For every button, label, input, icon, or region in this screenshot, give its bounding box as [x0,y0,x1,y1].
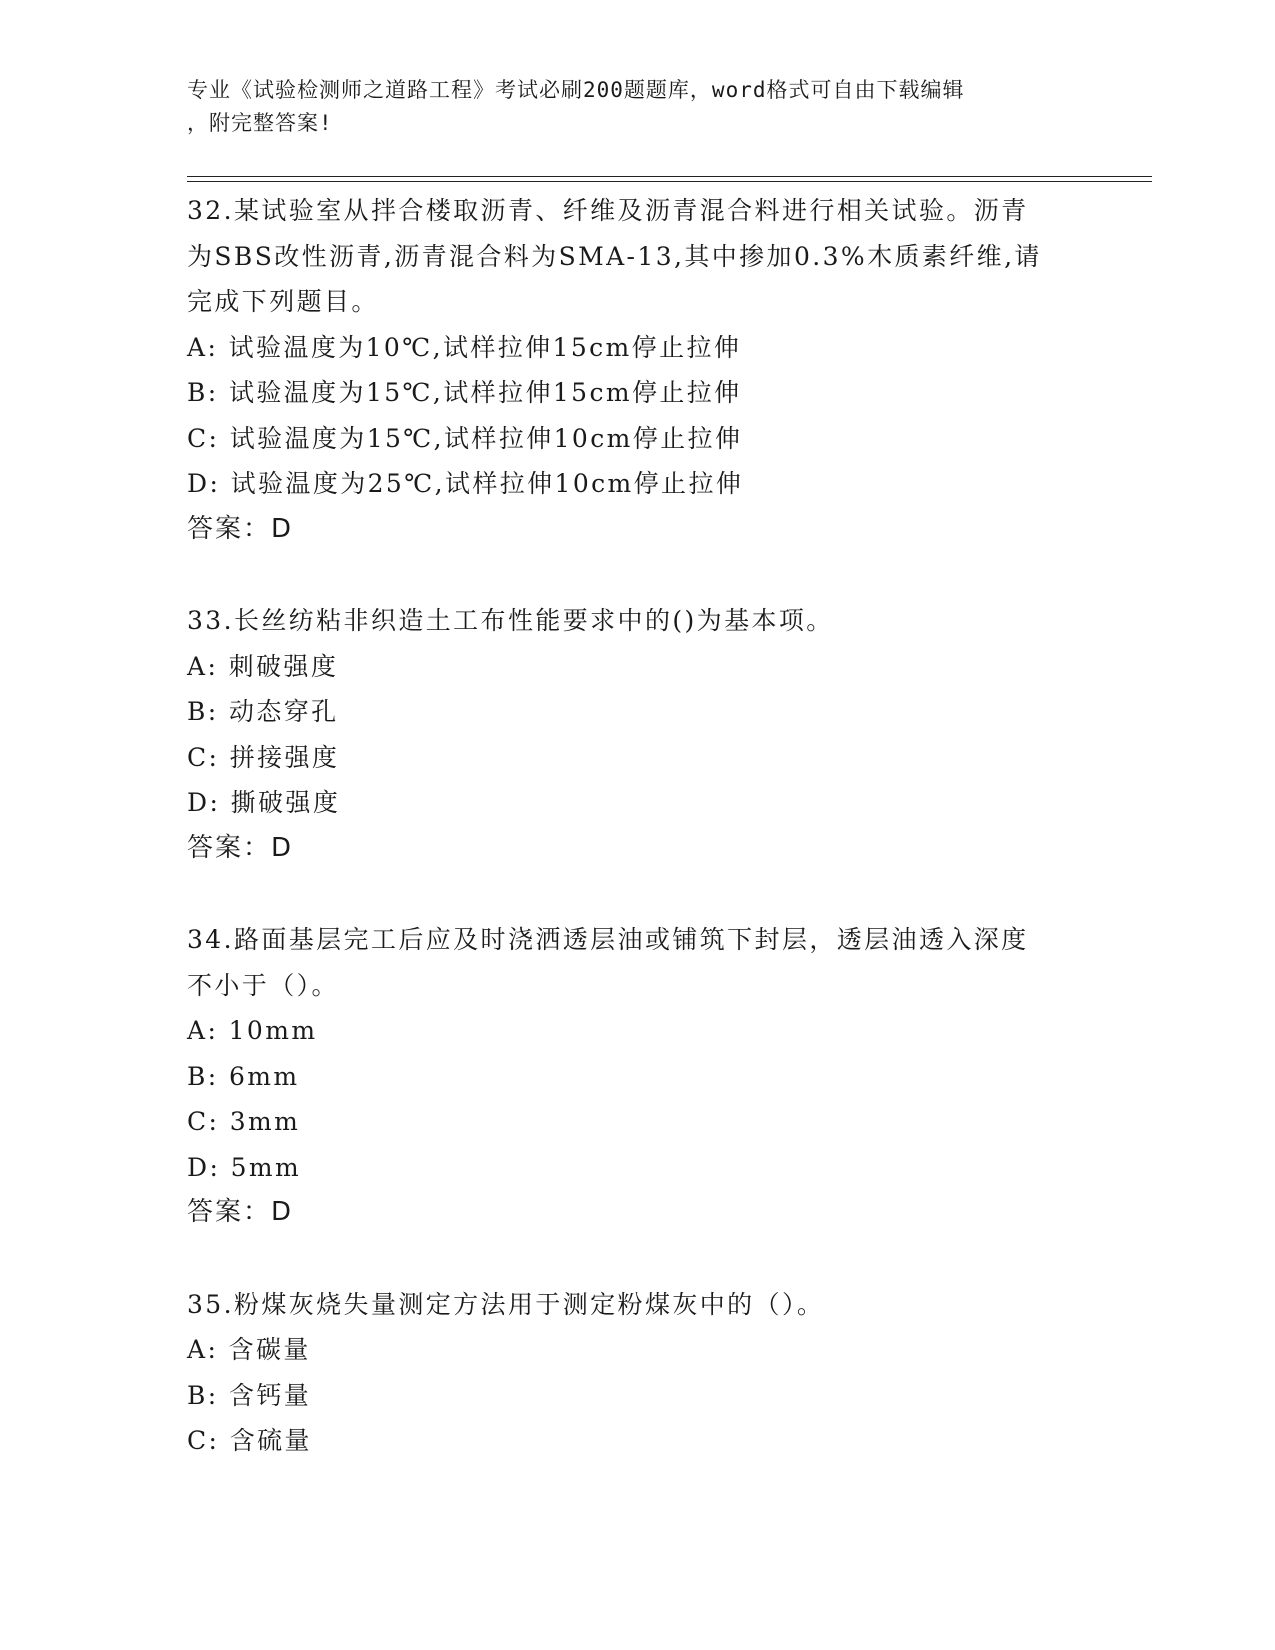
question-stem-line: 为SBS改性沥青,沥青混合料为SMA-13,其中掺加0.3%木质素纤维,请 [187,241,1042,271]
question-list [187,188,1087,1464]
option-b: B: 含钙量 [187,1380,312,1410]
header-line-2: ，附完整答案! [187,111,333,135]
option-a: A: 刺破强度 [187,651,339,681]
option-a: A: 含碳量 [187,1335,311,1364]
question-stem-line: 33.长丝纺粘非织造土工布性能要求中的()为基本项。 [187,606,834,635]
answer-label: 答案：D [187,513,294,544]
option-c: C: 含硫量 [187,1426,312,1455]
option-a: A: 试验温度为10℃,试样拉伸15cm停止拉伸 [187,332,742,362]
answer-label: 答案：D [187,1197,294,1227]
question-stem-line: 不小于（）。 [187,970,339,1000]
option-d: D: 撕破强度 [187,788,341,817]
question-stem-line: 34.路面基层完工后应及时浇洒透层油或铺筑下封层，透层油透入深度 [187,925,1029,954]
question-34 [187,917,1087,1236]
option-c: C: 试验温度为15℃,试样拉伸10cm停止拉伸 [187,423,743,453]
header-divider-top [187,176,1152,177]
question-35 [187,1282,1087,1464]
option-b: B: 试验温度为15℃,试样拉伸15cm停止拉伸 [187,378,742,407]
header-divider-bottom [187,181,1152,182]
option-d: D: 试验温度为25℃,试样拉伸10cm停止拉伸 [187,469,744,498]
question-33 [187,598,1087,871]
option-c: C: 拼接强度 [187,742,340,772]
question-32 [187,188,1087,552]
option-b: B: 动态穿孔 [187,697,339,726]
question-stem-line: 完成下列题目。 [187,287,379,316]
option-d: D: 5mm [187,1152,302,1182]
document-header [187,74,1067,140]
question-stem-line: 32.某试验室从拌合楼取沥青、纤维及沥青混合料进行相关试验。沥青 [187,196,1029,225]
header-line-1: 专业《试验检测师之道路工程》考试必刷200题题库，word格式可自由下载编辑 [187,78,965,102]
question-stem-line: 35.粉煤灰烧失量测定方法用于测定粉煤灰中的（）。 [187,1289,825,1319]
option-a: A: 10mm [187,1016,318,1045]
option-c: C: 3mm [187,1107,301,1136]
answer-label: 答案：D [187,832,294,863]
option-b: B: 6mm [187,1061,300,1091]
